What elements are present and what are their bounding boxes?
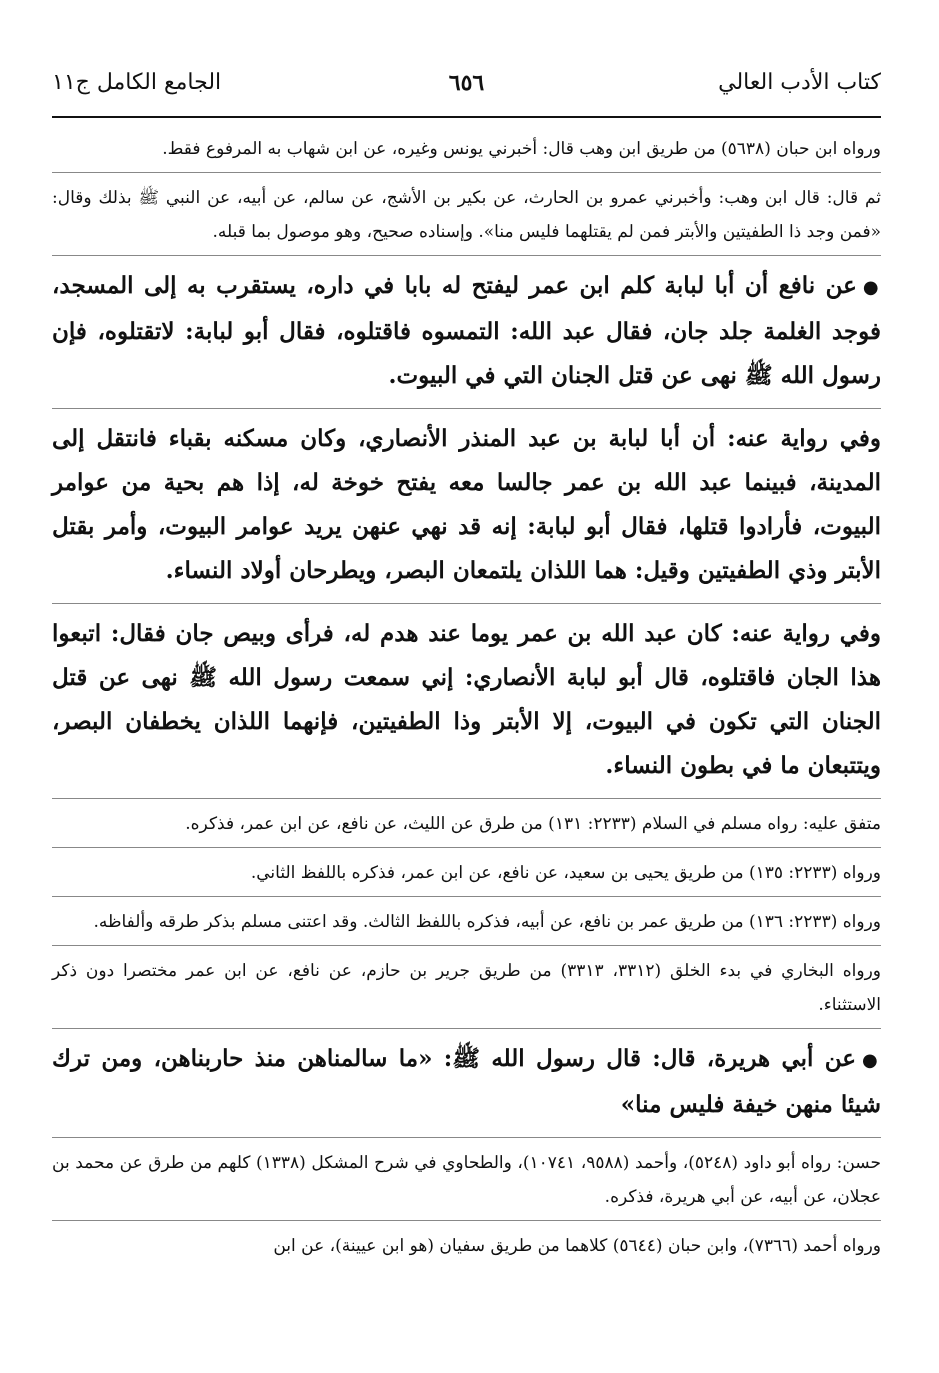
hadith-text — [52, 612, 881, 788]
paragraph-text: ورواه ابن حبان (٥٦٣٨) من طريق ابن وهب قال: أخبرني يونس وغيره، عن ابن شهاب به المرفوع فقط. — [162, 139, 881, 159]
commentary-text — [52, 1229, 881, 1263]
bullet-icon: ● — [862, 277, 881, 298]
commentary-text — [52, 132, 881, 166]
page-body — [52, 132, 881, 1269]
paragraph-text: حسن: رواه أبو داود (٥٢٤٨)، وأحمد (٩٥٨٨، ١٠٧٤١)، والطحاوي في شرح المشكل (١٣٣٨) كلهم من طرق عن محمد بن عجلان، عن أبيه، عن أبي هريرة، فذكره. — [52, 1153, 881, 1207]
paragraph-separator — [52, 255, 881, 256]
paragraph-separator — [52, 172, 881, 173]
paragraph-separator — [52, 847, 881, 848]
paragraph-text: متفق عليه: رواه مسلم في السلام (٢٢٣٣: ١٣١) من طرق عن الليث، عن نافع، عن ابن عمر، فذكره. — [185, 814, 881, 834]
commentary-text — [52, 1146, 881, 1214]
paragraph-text: وفي رواية عنه: أن أبا لبابة بن عبد المنذر الأنصاري، وكان مسكنه بقباء فانتقل إلى المدينة، فبينما عبد الله بن عمر جالسا معه يفتح خوخة له، إذا هم بحية من عوامر البيوت، فأرادوا قتلها، فقال أبو لبابة: إنه قد نهي عنهن يريد عوامر البيوت، وأمر بقتل الأبتر وذي الطفيتين وقيل: هما اللذان يلتمعان البصر، ويطرحان أولاد النساء. — [52, 425, 881, 584]
paragraph-text: وفي رواية عنه: كان عبد الله بن عمر يوما عند هدم له، فرأى وبيص جان فقال: اتبعوا هذا الجان فاقتلوه، قال أبو لبابة الأنصاري: إني سمعت رسول الله ﷺ نهى عن قتل الجنان التي تكون في البيوت، إلا الأبتر وذا الطفيتين، فإنهما اللذان يخطفان البصر، ويتتبعان ما في بطون النساء. — [52, 620, 881, 779]
commentary-text — [52, 807, 881, 841]
paragraph-separator — [52, 1028, 881, 1029]
hadith-text — [52, 264, 881, 398]
paragraph-separator — [52, 798, 881, 799]
page-number: ٦٥٦ — [448, 70, 485, 96]
commentary-text — [52, 905, 881, 939]
paragraph-text: ورواه (٢٢٣٣: ١٣٦) من طريق عمر بن نافع، عن أبيه، فذكره باللفظ الثالث. وقد اعتنى مسلم بذكر طرقه وألفاظه. — [93, 912, 881, 932]
commentary-text — [52, 181, 881, 249]
paragraph-text: عن نافع أن أبا لبابة كلم ابن عمر ليفتح له بابا في داره، يستقرب به إلى المسجد، فوجد الغلمة جلد جان، فقال عبد الله: التمسوه فاقتلوه، فقال أبو لبابة: لاتقتلوه، فإن رسول الله ﷺ نهى عن قتل الجنان التي في البيوت. — [52, 272, 881, 389]
book-title: كتاب الأدب العالي — [718, 70, 881, 95]
commentary-text — [52, 856, 881, 890]
hadith-text — [52, 417, 881, 593]
paragraph-text: ورواه أحمد (٧٣٦٦)، وابن حبان (٥٦٤٤) كلاهما من طريق سفيان (هو ابن عيينة)، عن ابن — [273, 1236, 881, 1256]
volume-title: الجامع الكامل ج١١ — [52, 70, 222, 95]
paragraph-separator — [52, 896, 881, 897]
paragraph-text: عن أبي هريرة، قال: قال رسول الله ﷺ: «ما سالمناهن منذ حاربناهن، ومن ترك شيئا منهن خيفة فليس منا» — [52, 1045, 881, 1118]
hadith-text — [52, 1037, 881, 1127]
paragraph-separator — [52, 1220, 881, 1221]
paragraph-text: ثم قال: قال ابن وهب: وأخبرني عمرو بن الحارث، عن بكير بن الأشج، عن سالم، عن أبيه، عن النبي ﷺ بذلك وقال: «فمن وجد ذا الطفيتين والأبتر فمن لم يقتلهما فليس منا». وإسناده صحيح، وهو موصول بما قبله. — [52, 188, 881, 242]
paragraph-separator — [52, 1137, 881, 1138]
paragraph-text: ورواه (٢٢٣٣: ١٣٥) من طريق يحيى بن سعيد، عن نافع، عن ابن عمر، فذكره باللفظ الثاني. — [250, 863, 881, 883]
paragraph-separator — [52, 408, 881, 409]
commentary-text — [52, 954, 881, 1022]
header-rule — [52, 116, 881, 118]
paragraph-separator — [52, 945, 881, 946]
paragraph-text: ورواه البخاري في بدء الخلق (٣٣١٢، ٣٣١٣) من طريق جرير بن حازم، عن نافع، عن ابن عمر مختصرا دون ذكر الاستثناء. — [52, 961, 881, 1015]
page-header — [52, 70, 881, 106]
bullet-icon: ● — [861, 1050, 881, 1071]
paragraph-separator — [52, 603, 881, 604]
